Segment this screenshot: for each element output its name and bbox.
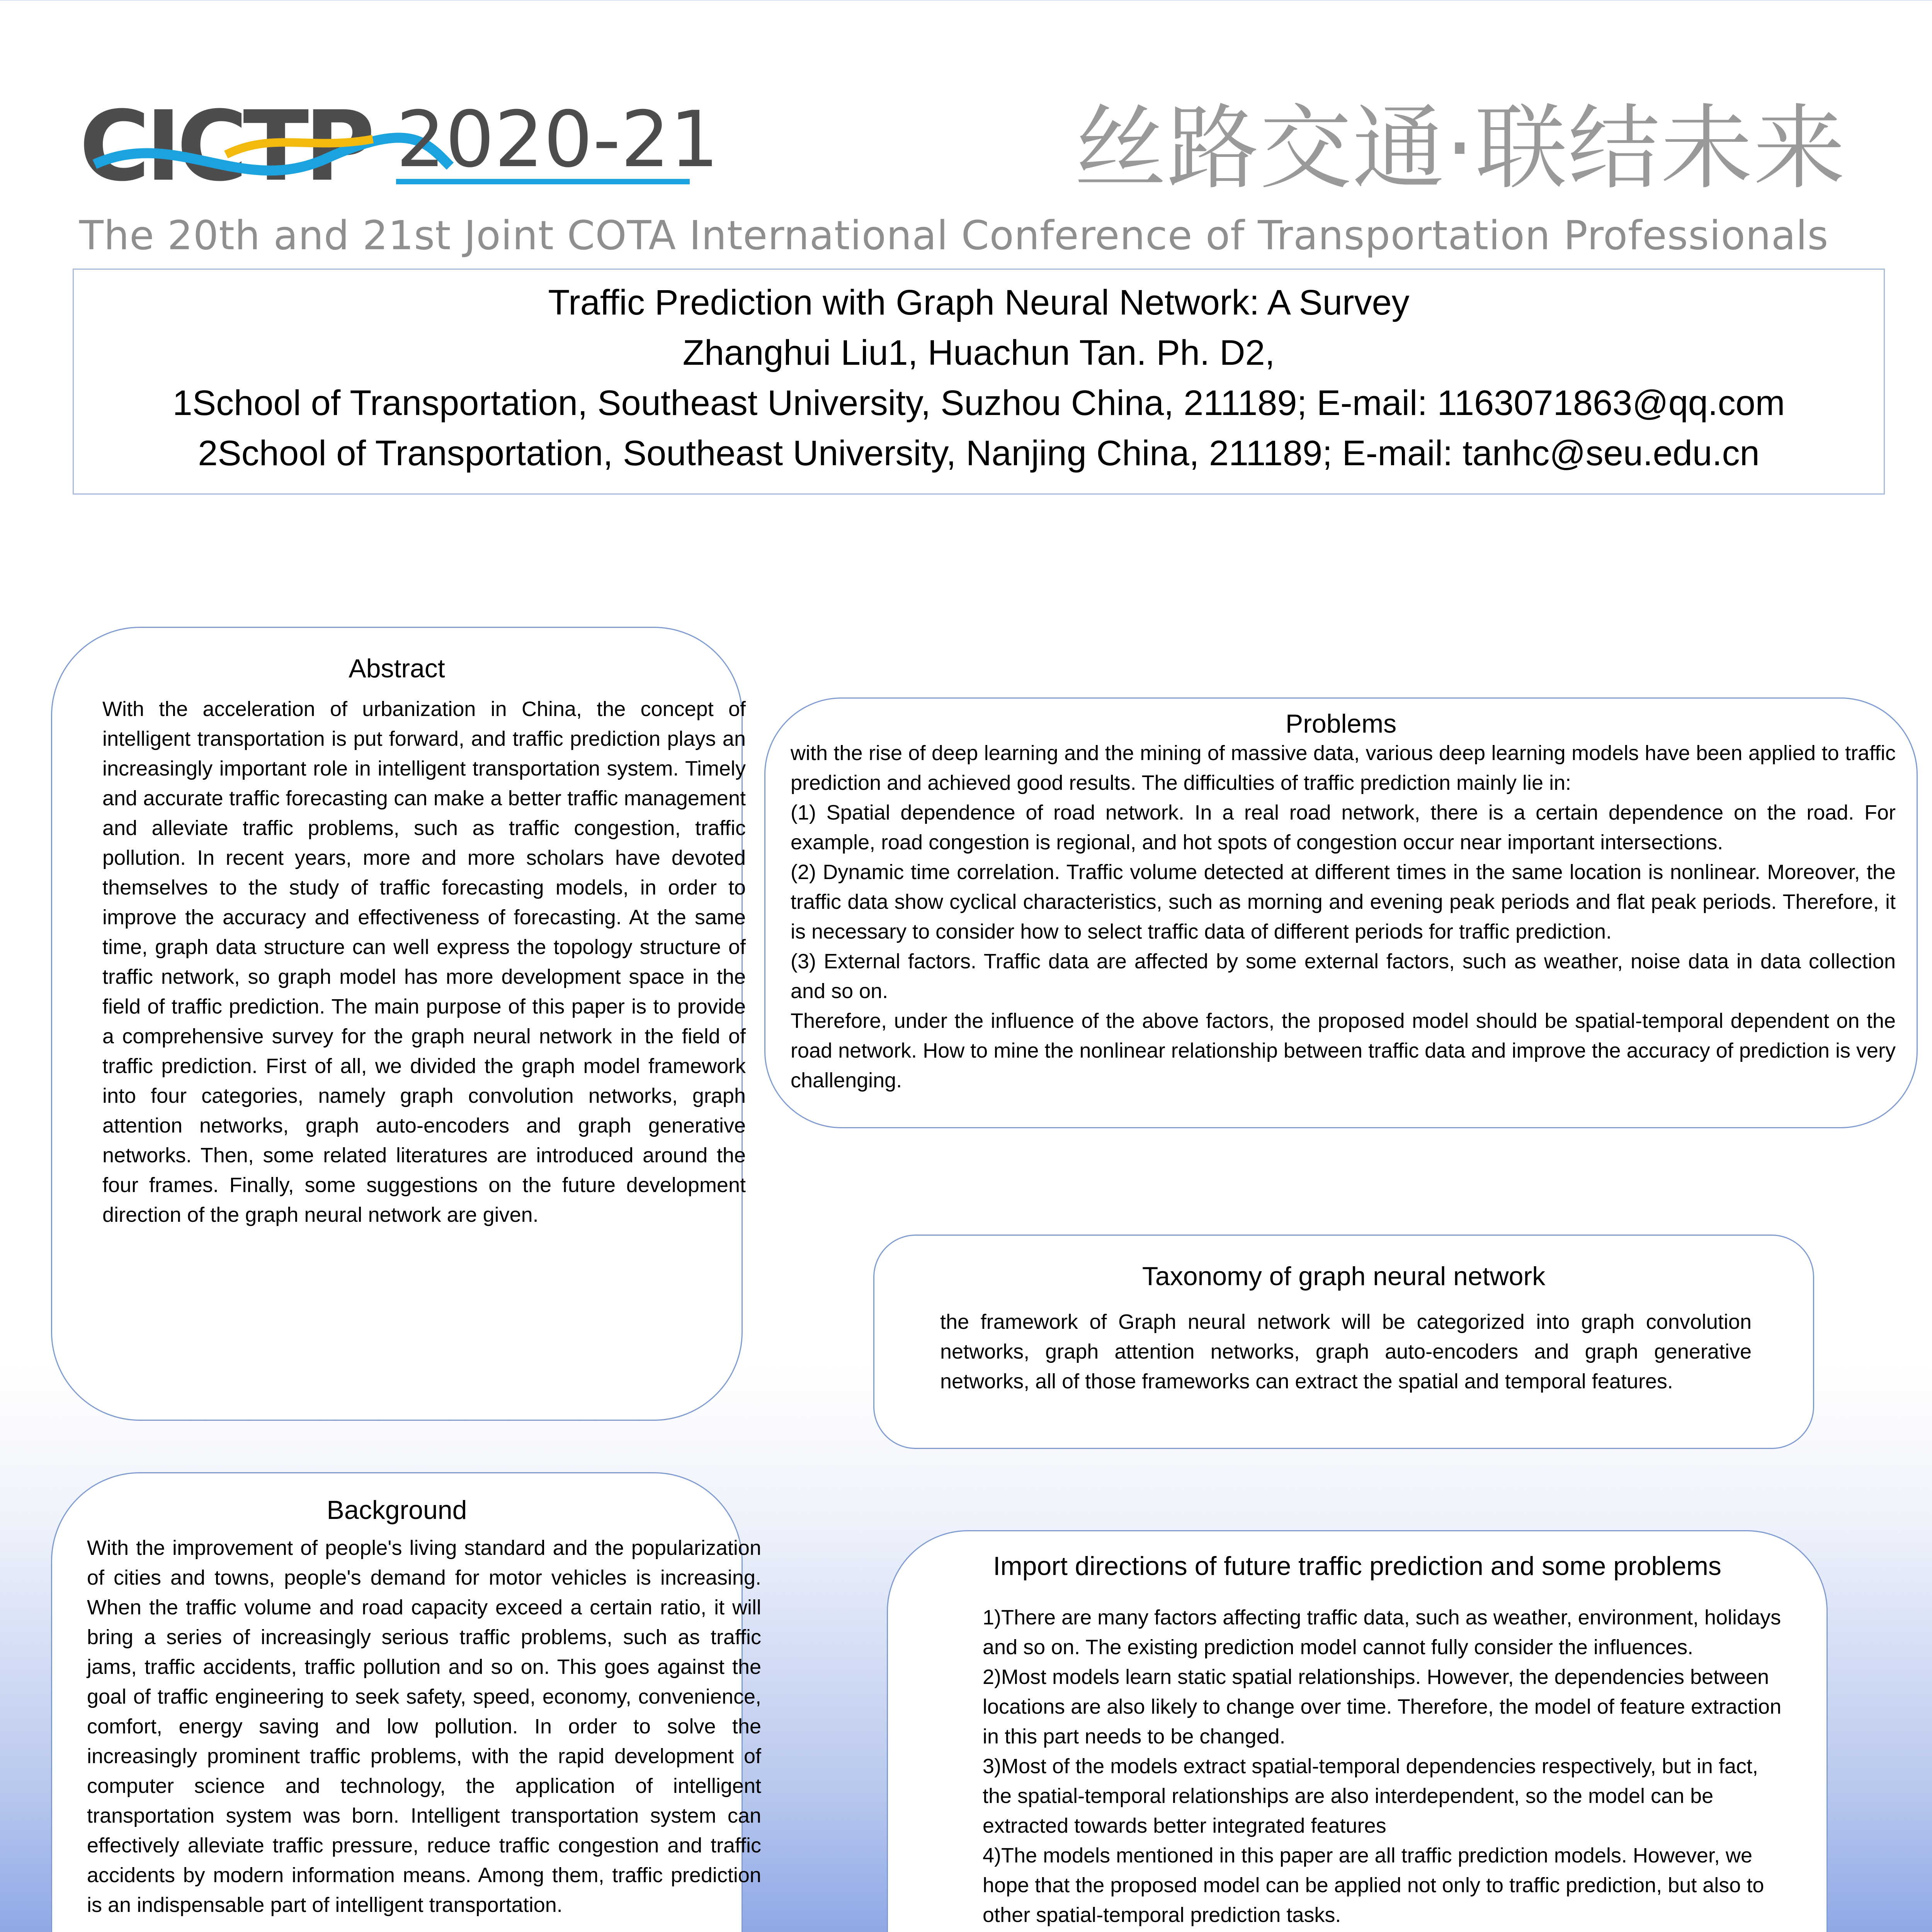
logo-text: CICTP [79, 97, 371, 197]
background-text: With the improvement of people's living standard and the popularization of cities and towns, people's demand for motor vehicles is increasing. When the traffic volume and road capacity exceed a certain ratio, it will bring a series of increasingly serious traffic problems, such as traffic jams, traffic accidents, traffic pollution and so on. This goes against the goal of traffic engineering to seek safety, speed, economy, convenience, comfort, energy saving and low pollution. In order to solve the increasingly prominent traffic problems, with the rapid development of computer science and technology, the application of intelligent transportation system was born. Intelligent transportation system can effectively alleviate traffic pressure, reduce traffic congestion and traffic accidents by modern information means. Among them, traffic prediction is an indispensable part of intelligent transportation. [87, 1536, 761, 1917]
authors: Zhanghui Liu1, Huachun Tan. Ph. D2, [682, 333, 1275, 372]
problems-paragraph: (3) External factors. Traffic data are affected by some external factors, such as weather, noise data in data collection and so on. [791, 950, 1896, 1003]
problems-paragraph: Therefore, under the influence of the above factors, the proposed model should be spatial-temporal dependent on the road network. How to mine the nonlinear relationship between traffic data and improve the accuracy of prediction is very challenging. [791, 1009, 1896, 1092]
abstract-card [51, 627, 746, 1421]
paper-title: Traffic Prediction with Graph Neural Network: A Survey [548, 283, 1410, 322]
directions-card [887, 1530, 1828, 1932]
conference-logo [79, 97, 744, 197]
problems-paragraph: with the rise of deep learning and the mining of massive data, various deep learning models have been applied to traffic prediction and achieved good results. The difficulties of traffic prediction mainly lie in: [791, 742, 1896, 794]
chinese-slogan: 丝路交通·联结未来 [1074, 95, 1846, 202]
abstract-text: With the acceleration of urbanization in China, the concept of intelligent transportation is put forward, and traffic prediction plays an increasingly important role in intelligent transportation system. Timely and accurate traffic forecasting can make a better traffic management and alleviate traffic problems, such as traffic congestion, traffic pollution. In recent years, more and more scholars have devoted themselves to the study of traffic forecasting models, in order to improve the accuracy and effectiveness of forecasting. At the same time, graph data structure can well express the topology structure of traffic network, so graph model has more development space in the field of traffic prediction. The main purpose of this paper is to provide a comprehensive survey for the graph neural network in the field of traffic prediction. First of all, we divided the graph model framework into four categories, namely graph convolution networks, graph attention networks, graph auto-encoders and graph generative networks. Then, some related literatures are introduced around the four frames. Finally, some suggestions on the future development direction of the graph neural network are given. [102, 697, 746, 1226]
problems-body [791, 738, 1896, 1095]
directions-item: 2)Most models learn static spatial relationships. However, the dependencies between locations are also likely to change over time. Therefore, the model of feature extraction in this part needs to be changed. [983, 1665, 1782, 1748]
background-card [51, 1472, 761, 1932]
problems-heading: Problems [1285, 709, 1397, 738]
affiliation-1: 1School of Transportation, Southeast University, Suzhou China, 211189; E-mail: 1163071863@qq.com [172, 383, 1785, 423]
directions-item: 4)The models mentioned in this paper are all traffic prediction models. However, we hope that the proposed model can be applied not only to traffic prediction, but also to other spatial-temporal prediction tasks. [983, 1844, 1764, 1927]
taxonomy-text: the framework of Graph neural network will be categorized into graph convolution networks, graph attention networks, graph auto-encoders and graph generative networks, all of those frameworks can extract the spatial and temporal features. [940, 1310, 1752, 1393]
directions-list [983, 1603, 1790, 1930]
taxonomy-card [873, 1235, 1814, 1449]
directions-item: 1)There are many factors affecting traffic data, such as weather, environment, holidays and so on. The existing prediction model cannot fully consider the influences. [983, 1606, 1781, 1659]
problems-paragraph: (2) Dynamic time correlation. Traffic volume detected at different times in the same location is nonlinear. Moreover, the traffic data show cyclical characteristics, such as morning and evening peak periods and flat peak periods. Therefore, it is necessary to consider how to select traffic data of different periods for traffic prediction. [791, 861, 1896, 943]
affiliation-2: 2School of Transportation, Southeast University, Nanjing China, 211189; E-mail: tanhc@seu.edu.cn [198, 434, 1760, 473]
background-heading: Background [327, 1495, 467, 1525]
taxonomy-heading: Taxonomy of graph neural network [1142, 1262, 1546, 1291]
conference-subtitle: The 20th and 21st Joint COTA International Conference of Transportation Professionals [79, 213, 1829, 259]
problems-card [764, 697, 1918, 1128]
directions-item: 3)Most of the models extract spatial-temporal dependencies respectively, but in fact, the spatial-temporal relationships are also interdependent, so the model can be extracted towards better integrated features [983, 1755, 1758, 1837]
title-box [73, 269, 1885, 495]
directions-heading: Import directions of future traffic prediction and some problems [993, 1551, 1721, 1581]
problems-paragraph: (1) Spatial dependence of road network. In a real road network, there is a certain dependence on the road. For example, road congestion is regional, and hot spots of congestion occur near important intersections. [791, 801, 1896, 854]
abstract-heading: Abstract [349, 654, 445, 683]
logo-year: 2020-21 [396, 97, 719, 185]
